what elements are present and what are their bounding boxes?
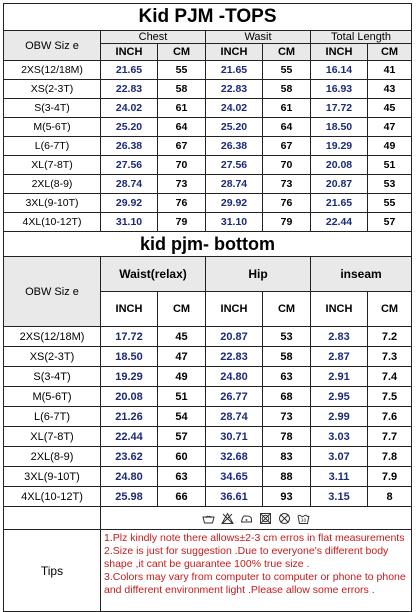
tops-size-cell: XL(7-8T) (4, 156, 101, 175)
tops-size-cell: L(6-7T) (4, 137, 101, 156)
tips-label: Tips (4, 530, 101, 612)
bottom-inch-cell: 21.26 (101, 407, 158, 427)
bottom-row (4, 447, 412, 467)
bottom-cm-cell: 63 (263, 367, 311, 387)
tops-cm-cell: 67 (263, 137, 311, 156)
bottom-inch-cell: 2.91 (311, 367, 368, 387)
bottom-inch-cell: 2.99 (311, 407, 368, 427)
svg-text:30: 30 (300, 518, 307, 524)
bottom-cm-cell: 57 (158, 427, 206, 447)
bottom-cm-cell: 8 (368, 487, 412, 507)
bottom-cm-cell: 7.8 (368, 447, 412, 467)
bottom-inch-cell: 2.95 (311, 387, 368, 407)
bottom-inch-cell: 20.87 (206, 327, 263, 347)
bottom-unit: INCH (311, 292, 368, 327)
bottom-cm-cell: 78 (263, 427, 311, 447)
wash-30-icon (297, 512, 310, 525)
tips-line: 1.Plz kindly note there allows±2-3 cm erros in flat measurements (104, 532, 405, 544)
tips-line: 2.Size is just for suggestion .Due to everyone's different body shape ,it cant be guarantee 100% true size . (104, 545, 389, 570)
tops-row (4, 80, 412, 99)
care-icons (101, 507, 411, 529)
bottom-unit: CM (158, 292, 206, 327)
bottom-row (4, 387, 412, 407)
bottom-inch-cell: 3.15 (311, 487, 368, 507)
tops-cm-cell: 55 (158, 61, 206, 80)
tops-rows (4, 61, 412, 232)
bottom-cm-cell: 7.6 (368, 407, 412, 427)
bottom-inch-cell: 28.74 (206, 407, 263, 427)
tops-size-cell: 4XL(10-12T) (4, 213, 101, 232)
tops-cm-cell: 79 (263, 213, 311, 232)
bottom-row (4, 407, 412, 427)
tops-inch-cell: 24.02 (101, 99, 158, 118)
bottom-cm-cell: 7.2 (368, 327, 412, 347)
bottom-cm-cell: 54 (158, 407, 206, 427)
bottom-unit: INCH (101, 292, 158, 327)
tops-cm-cell: 47 (368, 118, 412, 137)
tops-row (4, 118, 412, 137)
tops-cm-cell: 70 (263, 156, 311, 175)
bottom-row (4, 327, 412, 347)
tops-cm-cell: 76 (263, 194, 311, 213)
bottom-cm-cell: 47 (158, 347, 206, 367)
bottom-unit: INCH (206, 292, 263, 327)
bottom-cm-cell: 60 (158, 447, 206, 467)
bottom-size-cell: M(5-6T) (4, 387, 101, 407)
tops-inch-cell: 22.83 (206, 80, 263, 99)
tops-row (4, 99, 412, 118)
tops-cm-cell: 67 (158, 137, 206, 156)
tops-cm-cell: 49 (368, 137, 412, 156)
tops-unit: CM (263, 44, 311, 61)
bottom-cm-cell: 51 (158, 387, 206, 407)
bottom-size-cell: XS(2-3T) (4, 347, 101, 367)
tops-cm-cell: 73 (158, 175, 206, 194)
tops-inch-cell: 16.93 (311, 80, 368, 99)
bottom-group-waist: Waist(relax) (101, 257, 206, 292)
bottom-row (4, 467, 412, 487)
tops-inch-cell: 19.29 (311, 137, 368, 156)
tops-cm-cell: 57 (368, 213, 412, 232)
bottom-cm-cell: 7.4 (368, 367, 412, 387)
tops-inch-cell: 21.65 (206, 61, 263, 80)
tops-inch-cell: 16.14 (311, 61, 368, 80)
bottom-inch-cell: 25.98 (101, 487, 158, 507)
tops-group-length: Total Length (311, 31, 412, 44)
tips-text (101, 530, 412, 612)
tips-line: 3.Colors may vary from computer to computer or phone to phone and different environment light .Please allow some errors . (104, 571, 406, 596)
tops-inch-cell: 26.38 (206, 137, 263, 156)
bottom-inch-cell: 32.68 (206, 447, 263, 467)
tops-row (4, 156, 412, 175)
tops-group-waist: Wasit (206, 31, 311, 44)
tops-inch-cell: 21.65 (101, 61, 158, 80)
tops-inch-cell: 17.72 (311, 99, 368, 118)
bottom-inch-cell: 20.08 (101, 387, 158, 407)
bottom-size-cell: 2XL(8-9) (4, 447, 101, 467)
bottom-inch-cell: 22.44 (101, 427, 158, 447)
bottom-inch-cell: 19.29 (101, 367, 158, 387)
icons-left-cell (4, 507, 101, 530)
bottom-row (4, 347, 412, 367)
tops-inch-cell: 18.50 (311, 118, 368, 137)
tops-cm-cell: 43 (368, 80, 412, 99)
tops-cm-cell: 58 (158, 80, 206, 99)
tops-cm-cell: 61 (158, 99, 206, 118)
tops-inch-cell: 25.20 (206, 118, 263, 137)
bottom-inch-cell: 3.11 (311, 467, 368, 487)
tops-cm-cell: 61 (263, 99, 311, 118)
bottom-size-cell: 2XS(12/18M) (4, 327, 101, 347)
bottom-size-cell: S(3-4T) (4, 367, 101, 387)
bottom-inch-cell: 34.65 (206, 467, 263, 487)
tops-cm-cell: 73 (263, 175, 311, 194)
tops-inch-cell: 31.10 (206, 213, 263, 232)
bottom-size-cell: XL(7-8T) (4, 427, 101, 447)
tops-inch-cell: 25.20 (101, 118, 158, 137)
tops-inch-cell: 29.92 (101, 194, 158, 213)
tops-size-label: OBW Siz e (4, 31, 101, 61)
tops-unit: INCH (206, 44, 263, 61)
tops-inch-cell: 22.83 (101, 80, 158, 99)
bottom-inch-cell: 18.50 (101, 347, 158, 367)
care-icons-cell (101, 507, 412, 530)
bottom-cm-cell: 7.7 (368, 427, 412, 447)
size-chart-sheet (3, 3, 411, 596)
bottom-inch-cell: 24.80 (101, 467, 158, 487)
bottom-size-cell: 4XL(10-12T) (4, 487, 101, 507)
bottom-cm-cell: 45 (158, 327, 206, 347)
bottom-cm-cell: 7.3 (368, 347, 412, 367)
tops-row (4, 194, 412, 213)
tops-cm-cell: 55 (368, 194, 412, 213)
tops-inch-cell: 20.08 (311, 156, 368, 175)
tops-cm-cell: 55 (263, 61, 311, 80)
tops-inch-cell: 28.74 (101, 175, 158, 194)
tops-row (4, 61, 412, 80)
tops-size-cell: S(3-4T) (4, 99, 101, 118)
bottom-inch-cell: 30.71 (206, 427, 263, 447)
tops-cm-cell: 64 (158, 118, 206, 137)
tops-unit: INCH (311, 44, 368, 61)
bottom-cm-cell: 53 (263, 327, 311, 347)
bottom-row (4, 367, 412, 387)
tops-cm-cell: 45 (368, 99, 412, 118)
bottom-group-inseam: inseam (311, 257, 412, 292)
bottom-cm-cell: 7.9 (368, 467, 412, 487)
bottom-inch-cell: 2.87 (311, 347, 368, 367)
tops-cm-cell: 64 (263, 118, 311, 137)
bottom-cm-cell: 73 (263, 407, 311, 427)
bottom-cm-cell: 7.5 (368, 387, 412, 407)
bottom-inch-cell: 36.61 (206, 487, 263, 507)
no-bleach-icon (221, 512, 234, 525)
tops-cm-cell: 53 (368, 175, 412, 194)
tops-size-cell: M(5-6T) (4, 118, 101, 137)
bottom-inch-cell: 3.03 (311, 427, 368, 447)
tops-group-chest: Chest (101, 31, 206, 44)
tops-inch-cell: 24.02 (206, 99, 263, 118)
tops-unit: CM (158, 44, 206, 61)
tops-cm-cell: 70 (158, 156, 206, 175)
bottom-cm-cell: 63 (158, 467, 206, 487)
tops-cm-cell: 41 (368, 61, 412, 80)
tops-cm-cell: 79 (158, 213, 206, 232)
tops-inch-cell: 27.56 (206, 156, 263, 175)
tops-cm-cell: 51 (368, 156, 412, 175)
no-dry-clean-icon (278, 512, 291, 525)
tops-cm-cell: 58 (263, 80, 311, 99)
bottom-cm-cell: 93 (263, 487, 311, 507)
tops-inch-cell: 28.74 (206, 175, 263, 194)
tops-size-cell: 2XL(8-9) (4, 175, 101, 194)
tops-size-cell: XS(2-3T) (4, 80, 101, 99)
bottom-cm-cell: 83 (263, 447, 311, 467)
bottom-cm-cell: 49 (158, 367, 206, 387)
bottom-inch-cell: 2.83 (311, 327, 368, 347)
no-tumble-dry-icon (259, 512, 272, 525)
bottom-size-label: OBW Siz e (4, 257, 101, 327)
bottom-cm-cell: 68 (263, 387, 311, 407)
bottom-size-cell: 3XL(9-10T) (4, 467, 101, 487)
bottom-inch-cell: 3.07 (311, 447, 368, 467)
tops-row (4, 137, 412, 156)
bottom-cm-cell: 58 (263, 347, 311, 367)
bottom-inch-cell: 23.62 (101, 447, 158, 467)
tops-unit: CM (368, 44, 412, 61)
tops-size-cell: 2XS(12/18M) (4, 61, 101, 80)
size-chart-table (3, 3, 412, 612)
bottom-unit: CM (263, 292, 311, 327)
bottom-size-cell: L(6-7T) (4, 407, 101, 427)
bottom-inch-cell: 26.77 (206, 387, 263, 407)
tops-inch-cell: 22.44 (311, 213, 368, 232)
iron-icon (240, 512, 253, 525)
bottom-title: kid pjm- bottom (4, 232, 412, 257)
tops-size-cell: 3XL(9-10T) (4, 194, 101, 213)
bottom-cm-cell: 66 (158, 487, 206, 507)
tops-inch-cell: 31.10 (101, 213, 158, 232)
bottom-row (4, 487, 412, 507)
bottom-inch-cell: 24.80 (206, 367, 263, 387)
bottom-inch-cell: 22.83 (206, 347, 263, 367)
tops-row (4, 213, 412, 232)
tops-inch-cell: 27.56 (101, 156, 158, 175)
bottom-unit: CM (368, 292, 412, 327)
tops-inch-cell: 26.38 (101, 137, 158, 156)
bottom-group-hip: Hip (206, 257, 311, 292)
tops-inch-cell: 29.92 (206, 194, 263, 213)
hand-wash-icon (202, 512, 215, 525)
bottom-inch-cell: 17.72 (101, 327, 158, 347)
tops-cm-cell: 76 (158, 194, 206, 213)
tops-title: Kid PJM -TOPS (4, 4, 412, 31)
tops-inch-cell: 20.87 (311, 175, 368, 194)
tops-inch-cell: 21.65 (311, 194, 368, 213)
bottom-row (4, 427, 412, 447)
bottom-cm-cell: 88 (263, 467, 311, 487)
tops-row (4, 175, 412, 194)
tops-unit: INCH (101, 44, 158, 61)
bottom-rows (4, 327, 412, 507)
